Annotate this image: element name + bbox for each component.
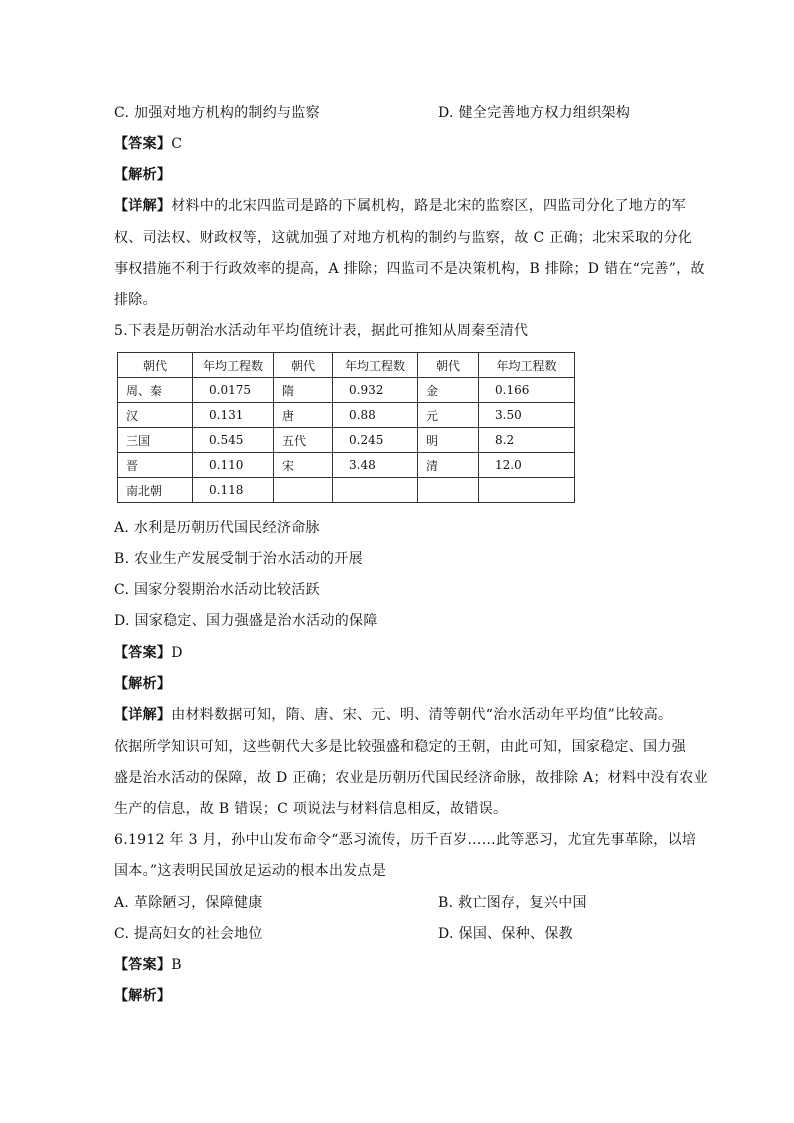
table-cell: 三国 (118, 428, 193, 453)
table-cell: 0.545 (193, 428, 274, 453)
table-row (118, 428, 575, 453)
table-header-cell: 年均工程数 (333, 353, 418, 378)
q6-option-a: A. 革除陋习，保障健康 (114, 895, 263, 911)
table-cell (333, 478, 418, 503)
table-cell: 0.110 (193, 453, 274, 478)
q4-answer (114, 134, 182, 154)
table-cell: 3.50 (479, 403, 575, 428)
table-cell: 五代 (274, 428, 333, 453)
answer-value: D (171, 645, 183, 661)
q4-detail-line: 【详解】材料中的北宋四监司是路的下属机构，路是北宋的监察区，四监司分化了地方的军 (114, 198, 687, 214)
q6-stem-line: 国本。”这表明民国放足运动的根本出发点是 (114, 863, 387, 879)
q4-detail-line: 排除。 (114, 292, 157, 308)
table-cell: 明 (418, 428, 479, 453)
answer-label: 【答案】 (114, 957, 172, 973)
q5-option-a: A. 水利是历朝历代国民经济命脉 (114, 520, 320, 536)
table-cell: 0.118 (193, 478, 274, 503)
table-cell: 周、秦 (118, 378, 193, 403)
table-cell: 0.88 (333, 403, 418, 428)
detail-label: 【详解】 (114, 707, 172, 723)
table-header-cell: 朝代 (274, 353, 333, 378)
table-cell: 清 (418, 453, 479, 478)
q4-analysis-label: 【解析】 (114, 167, 172, 183)
q6-stem-line: 6.1912 年 3 月，孙中山发布命令“恶习流传，历千百岁……此等恶习，尤宜先事革除，以培 (114, 832, 697, 848)
q5-analysis-label: 【解析】 (114, 676, 172, 692)
table-cell: 0.932 (333, 378, 418, 403)
table-cell: 0.131 (193, 403, 274, 428)
answer-value: B (171, 957, 182, 973)
table-cell: 隋 (274, 378, 333, 403)
q5-option-d: D. 国家稳定、国力强盛是治水活动的保障 (114, 613, 378, 629)
q5-option-c: C. 国家分裂期治水活动比较活跃 (114, 582, 320, 598)
q5-option-b: B. 农业生产发展受制于治水活动的开展 (114, 551, 363, 567)
table-cell: 金 (418, 378, 479, 403)
answer-label: 【答案】 (114, 136, 172, 152)
table-cell: 南北朝 (118, 478, 193, 503)
table-cell: 12.0 (479, 453, 575, 478)
table-cell (274, 478, 333, 503)
q5-stem: 5.下表是历朝治水活动年平均值统计表，据此可推知从周秦至清代 (114, 323, 529, 339)
table-cell: 3.48 (333, 453, 418, 478)
table-header-row (118, 353, 575, 378)
answer-label: 【答案】 (114, 645, 172, 661)
detail-label: 【详解】 (114, 198, 172, 214)
q4-detail-line: 权、司法权、财政权等，这就加强了对地方机构的制约与监察，故 C 正确；北宋采取的分化 (114, 230, 693, 246)
table-header-cell: 朝代 (418, 353, 479, 378)
q4-option-d: D. 健全完善地方权力组织架构 (438, 105, 631, 121)
q5-detail-line: 【详解】由材料数据可知，隋、唐、宋、元、明、清等朝代“治水活动年平均值”比较高。 (114, 707, 673, 723)
q6-answer (114, 955, 182, 975)
table-cell (418, 478, 479, 503)
q6-option-c: C. 提高妇女的社会地位 (114, 926, 263, 942)
table-row (118, 403, 575, 428)
table-cell: 0.0175 (193, 378, 274, 403)
table-cell: 8.2 (479, 428, 575, 453)
q6-option-d: D. 保国、保种、保教 (438, 926, 573, 942)
table-cell: 0.166 (479, 378, 575, 403)
table-header-cell: 朝代 (118, 353, 193, 378)
q5-answer (114, 643, 183, 663)
table-header-cell: 年均工程数 (193, 353, 274, 378)
table-cell: 0.245 (333, 428, 418, 453)
q4-detail-line: 事权措施不利于行政效率的提高，A 排除；四监司不是决策机构，B 排除；D 错在“完善”，故 (114, 261, 705, 277)
q5-detail-line: 盛是治水活动的保障，故 D 正确；农业是历朝历代国民经济命脉，故排除 A；材料中没有农业 (114, 770, 708, 786)
table-cell: 晋 (118, 453, 193, 478)
table-cell: 唐 (274, 403, 333, 428)
dynasty-table (117, 352, 575, 503)
table-row (118, 453, 575, 478)
answer-value: C (171, 136, 183, 152)
table-cell: 汉 (118, 403, 193, 428)
table-header-cell: 年均工程数 (479, 353, 575, 378)
table-cell: 元 (418, 403, 479, 428)
table-row (118, 478, 575, 503)
q4-option-c: C. 加强对地方机构的制约与监察 (114, 105, 320, 121)
table-cell: 宋 (274, 453, 333, 478)
q5-detail-line: 依据所学知识可知，这些朝代大多是比较强盛和稳定的王朝，由此可知，国家稳定、国力强 (114, 739, 686, 755)
table-row (118, 378, 575, 403)
q6-analysis-label: 【解析】 (114, 988, 172, 1004)
q6-option-b: B. 救亡图存，复兴中国 (438, 895, 587, 911)
q5-detail-line: 生产的信息，故 B 错误；C 项说法与材料信息相反，故错误。 (114, 801, 508, 817)
table-cell (479, 478, 575, 503)
